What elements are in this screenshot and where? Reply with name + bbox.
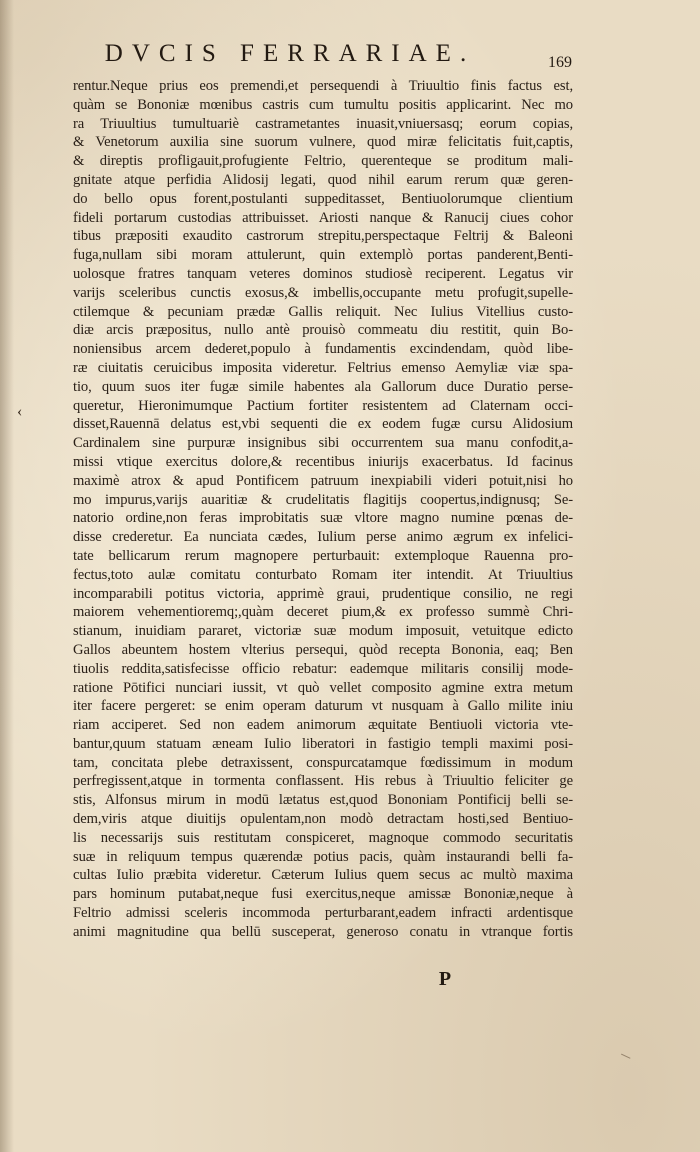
text-line: varijs sceleribus cunctis exosus,& imbellis,occupante metu profugit,supelle- xyxy=(73,284,573,301)
text-line: dem,viris atque diuitijs opulentam,non modò detractam hosti,sed Bentiuo- xyxy=(73,811,573,828)
text-line: cultas Iulio præbita videretur. Cæterum Iulius quem secus ac multò maxima xyxy=(73,867,573,884)
text-line: suæ in reliquum tempus quærendæ potius pacis, quàm instaurandi belli fa- xyxy=(73,848,573,865)
text-line: incomparabili potitus victoria, apprimè graui, prudentique consilio, ne regi xyxy=(73,585,573,602)
text-line: stianum, inuidiam pararet, victoriæ suæ modum imposuit, vetuitque edicto xyxy=(73,623,573,640)
text-line: quàm se Bononiæ mœnibus castris cum tumultu positis applicarint. Nec mo xyxy=(73,96,573,113)
text-line: ctilemque & pecuniam prædæ Gallis reliquit. Nec Iulius Vitellius custo- xyxy=(73,303,573,320)
text-line: pars hominum putabat,neque fusi exercitus,neque amissæ Bononiæ,neque à xyxy=(73,886,573,903)
text-line: noniensibus arcem dederet,populo à fundamentis excindendam, quòd libe- xyxy=(73,341,573,358)
text-line: Feltrio admissi sceleris incommoda perturbarant,eadem infracti ardentisque xyxy=(73,905,573,922)
text-line: queretur, Hieronimumque Pactium fortiter resistentem ad Claternam occi- xyxy=(73,397,573,414)
text-line: ræ ciuitatis ceruicibus imposita videretur. Feltrius emenso Aemyliæ viæ spa- xyxy=(73,359,573,376)
gutter-shadow xyxy=(0,0,14,1152)
text-line: gnitate atque perfidia Alidosij legati, quod nihil earum rerum quæ geren- xyxy=(73,171,573,188)
text-line: missi vtique exercitus dolore,& recentibus iniurijs exacerbatus. Id facinus xyxy=(73,453,573,470)
text-line: lis necessarijs suis restitutam conspiceret, magnoque commodo securitatis xyxy=(73,829,573,846)
text-line: fideli portarum custodias attribuisset. Ariosti nanque & Ranucij ciues cohor xyxy=(73,209,573,226)
text-line: diæ arcis præpositus, nullo antè prouisò commeatu diu restitit, quin Bo- xyxy=(73,322,573,339)
text-line: Gallos abeuntem hostem vlterius persequi, quòd recepta Bononia, eaq; Ben xyxy=(73,641,573,658)
text-line: tibus præpositi exaudito castrorum strepitu,perspectaque Feltrij & Baleoni xyxy=(73,228,573,245)
text-line: tate bellicarum rerum magnopere perturbauit: extemploque Rauenna pro- xyxy=(73,547,573,564)
page-smudge xyxy=(621,1048,633,1059)
text-line: & direptis profligauit,profugiente Feltrio, querenteque se proditum mali- xyxy=(73,153,573,170)
text-line: tiuolis reddita,satisfecisse officio rebatur: eademque militaris consilij mode- xyxy=(73,660,573,677)
signature-mark: P xyxy=(438,968,452,990)
text-line: do bello opus forent,postulanti suppeditasset, Bentiuolorumque clientium xyxy=(73,190,573,207)
text-line: uolosque fratres tanquam veteres dominos studiosè reciperent. Legatus vir xyxy=(73,265,573,282)
text-line: maiorem vehementioremq;,quàm deceret pium,& ex professo summè Chri- xyxy=(73,604,573,621)
text-line: ratione Pōtifici nunciari iussit, vt quò vellet composito agmine extra metum xyxy=(73,679,573,696)
page-number: 169 xyxy=(548,54,572,71)
text-line: riam acciperet. Sed non eadem animorum æquitate Bentiuoli victoria vte- xyxy=(73,717,573,734)
text-line: tio, quum suos iter fugæ simile habentes ala Gallorum duce Duratio perse- xyxy=(73,378,573,395)
text-line: tam, concitata plebe detraxissent, conspurcatamque fœdissimum in modum xyxy=(73,754,573,771)
text-line: disset,Rauennā delatus est,vbi sequenti die ex eodem fugæ cursu Alidosium xyxy=(73,416,573,433)
running-head xyxy=(0,40,700,74)
text-line: animi magnitudine qua bellū susceperat, generoso conatu in vtranque fortis xyxy=(73,923,573,940)
text-line: natorio ordine,non feras improbitatis suæ vltore magno numine pœnas de- xyxy=(73,510,573,527)
text-line: stis, Alfonsus mirum in modū lætatus est,quod Bononiam Pontificij belli se- xyxy=(73,792,573,809)
text-line: & Venetorum auxilia sine suorum vulnere, quod miræ felicitatis fuit,captis, xyxy=(73,134,573,151)
text-line: mo impurus,varijs auaritiæ & crudelitatis flagitijs coopertus,indignusq; Se- xyxy=(73,491,573,508)
text-line: rentur.Neque prius eos premendi,et persequendi à Triuultio finis factus est, xyxy=(73,78,573,94)
text-line: disse crederetur. Ea nunciata cædes, Iulium perse animo ægrum ex infelici- xyxy=(73,529,573,546)
text-line: maximè atrox & apud Pontificem patruum inexpiabili videri potuit,nisi ho xyxy=(73,472,573,489)
text-line: ra Triuultius tumultuariè castrametantes inuasit,vniuersasq; eorum copias, xyxy=(73,115,573,132)
text-line: bantur,quum statuam æneam Iulio liberatori in fastigio templi maximi posi- xyxy=(73,735,573,752)
margin-mark: ‹ xyxy=(17,403,23,420)
running-title: DVCIS FERRARIAE. xyxy=(104,40,476,67)
text-line: Cardinalem sine purpuræ insignibus sibi occurrentem sua manu confodit,a- xyxy=(73,435,573,452)
text-line: fuga,nullam sibi moram attulerunt, quin extemplò portas panderent,Benti- xyxy=(73,247,573,264)
text-block xyxy=(73,77,573,982)
text-line: fectus,toto aulæ comitatu conturbato Romam iter intendit. At Triuultius xyxy=(73,566,573,583)
text-line: perfregissent,atque in tormenta conflassent. His rebus à Triuultio feliciter ge xyxy=(73,773,573,790)
text-line: iter facere pergeret: se enim operam daturum vt nusquam à Gallo milite iniu xyxy=(73,698,573,715)
